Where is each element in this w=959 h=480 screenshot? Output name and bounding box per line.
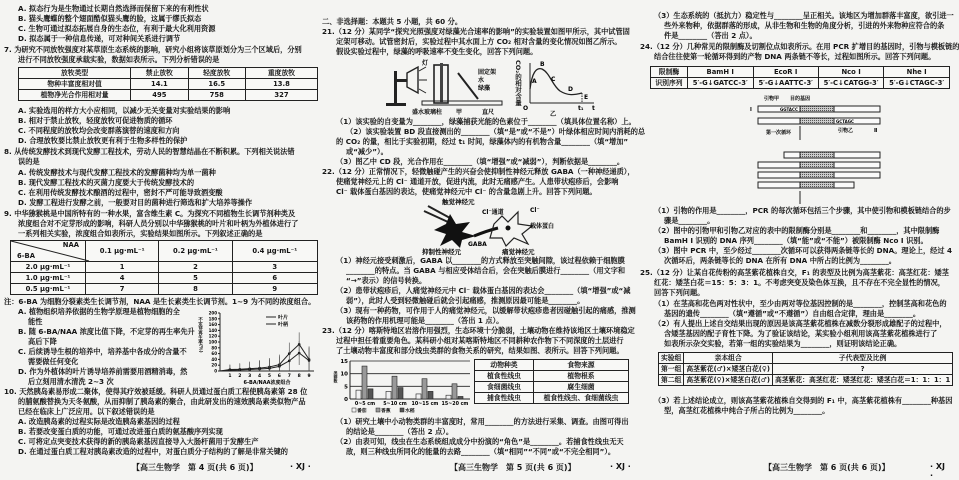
text-line: （3）现有一种药物，可作用于人的痛觉神经元，以缓解带状疱疹患者因碰触引起的痛感，推测 <box>336 306 636 315</box>
exam-page-5 <box>322 0 646 476</box>
table-cell: 495 <box>131 90 188 101</box>
table-row <box>11 262 318 273</box>
legend-label: 番茄 <box>357 409 367 414</box>
gaba-label: GABA <box>468 241 487 248</box>
table-cell: 7 <box>86 284 159 295</box>
soil-animal-richness-bar-chart <box>333 357 472 415</box>
question-stem-line: 使痛觉神经元上的 Cl⁻ 通道开放，促进内流，此时无痛感产生。人患带状疱疹后，会影响 <box>336 177 619 186</box>
question-22-subquestions <box>322 256 636 326</box>
y-axis-label: 类群数 <box>333 371 339 383</box>
y-tick-label: 180 <box>208 316 217 322</box>
table-cell: 第二组 <box>659 375 684 386</box>
table-cell: 5′-G↓AATTC-3′ <box>753 78 818 89</box>
question-stem-line: 23.（12 分）喀斯特地区岩溶作用强烈，生态环境十分脆弱，土壤动物在维持该地区土壤环境稳定 <box>322 326 635 335</box>
strand-2-label: Ⅱ <box>874 128 878 134</box>
text-line: （3）图中 PCR 中，至少经过________次循环可以获得两条链等长的 DNA。理论上，经过 4 <box>654 246 953 255</box>
page-footer: 【高三生物学 第 4 页(共 6 页)】 <box>132 463 258 472</box>
question-25-subquestions <box>640 299 950 349</box>
x-tick-label: 5~10 cm <box>383 402 407 407</box>
text-line: 含矮茎基因的配子育性下降。为了验证该结论，某实验小组利用该高茎紫花植株进行了 <box>664 329 938 338</box>
question-23-continued <box>640 11 954 41</box>
text-line: （1）引物的作用是________，PCR 的每次循环包括三个步骤，其中使引物和模板链结合的步 <box>654 206 951 215</box>
text-line: （2）由表可知，线虫在生态系统组成成分中扮演的“角色”是________。若捕食性线虫无天 <box>336 437 624 446</box>
text-line: C. 生物可通过拟态拓展自身的生态位，有利于最大化利用资源 <box>18 24 216 33</box>
page-footer-code: · XJ · <box>290 462 311 471</box>
question-stem-line: 定架可移动。试管密封后，实验过程中其水面上方 CO₂ 相对含量的变化情况如图乙所示。 <box>336 37 622 46</box>
column-header: 亲本组合 <box>684 353 773 364</box>
neuron-synapse-figure <box>418 196 568 256</box>
text-line: B. 现代发酵工程技术的灭菌力度要大于传统发酵技术的 <box>18 178 195 187</box>
question-stem-line: 的脯氨酸替换为天冬氨酸，从而抑制了胰岛素的聚合，由此研发出的速效胰岛素类似物产品 <box>18 397 306 406</box>
text-line: A. 改造胰岛素的过程实际是改造胰岛素基因的过程 <box>18 417 180 426</box>
question-7-stem <box>4 45 318 65</box>
x-tick-label: 6 <box>277 374 281 379</box>
x-tick-label: 3 <box>248 374 252 379</box>
point-c-label: C <box>551 76 556 83</box>
table-cell: 5′-G↓CTAGC-3′ <box>884 78 950 89</box>
touch-neuron-label: 触觉神经元 <box>442 198 475 206</box>
data-table <box>650 66 950 89</box>
text-line: （2）有人提出上述自交结果出现的原因是该高茎紫花植株在减数分裂形成雄配子的过程中， <box>654 319 947 328</box>
text-line: 基因的遗传________（填“遵循”或“不遵循”）自由组合定律，理由是________。 <box>664 309 921 318</box>
question-stem-line: 浓度组合对不定芽形成的影响，科研人员分别以中华猕猴桃的叶片和叶柄为外植体进行了 <box>18 219 299 228</box>
text-line: D. 在通过蛋白质工程对胰岛素改造的过程中，对蛋白质分子结构的了解是非常关键的 <box>18 447 288 456</box>
text-line: C. 可将定点突变技术获得的新的胰岛素基因直接导入大肠杆菌用于发酵生产 <box>18 437 259 446</box>
legend-label: 水稻 <box>405 409 415 414</box>
table-cell: 1 <box>86 262 159 273</box>
cl-ion-label: Cl⁻ <box>530 207 540 214</box>
y-tick-label: 40 <box>211 356 217 362</box>
bar <box>356 390 361 399</box>
text-line: A. 传统发酵技术与现代发酵工程技术的发酵菌种均为单一菌种 <box>18 168 216 177</box>
table-row <box>11 284 318 295</box>
table-row <box>475 371 629 382</box>
text-line: （1）该实验的自变量为________，绿藻捕获光能的色素位于________（填具体位置名称）上。 <box>336 117 636 126</box>
column-header: BamH Ⅰ <box>687 67 753 78</box>
question-24-table <box>650 66 950 89</box>
column-header: 0.1 μg·mL⁻¹ <box>86 241 159 262</box>
table-row <box>11 273 318 284</box>
data-table <box>10 240 318 295</box>
table-cell: 1.0 μg·mL⁻¹ <box>11 273 86 284</box>
question-stem-line: 误的是 <box>18 157 40 166</box>
y-tick-label: 200 <box>208 310 217 316</box>
text-line: （2）图中的引物甲和引物乙对应的表中的限制酶分别是________和________，其中限制酶 <box>654 226 940 235</box>
section-heading: 二、非选择题：本题共 5 小题，共 60 分。 <box>322 17 463 26</box>
holder-label: 固定架 <box>478 69 497 76</box>
question-stem-line: 7. 为研究不同放牧强度对某草原生态系统的影响，研究小组将该草原划分为三个区域后，分别 <box>4 45 302 54</box>
corner-left-label: 6-BA <box>17 252 35 260</box>
bar <box>362 366 367 399</box>
text-line: 些外来物种，依据群落的形成，从非生物和生物的角度分析，引进的外来物种应符合的条 <box>664 21 945 30</box>
question-7-table <box>18 67 318 101</box>
page-footer: 【高三生物学 第 5 页(共 6 页)】 <box>450 463 576 472</box>
table-cell: 高茎紫花(♂)×矮茎白花(♀) <box>684 364 773 375</box>
bar <box>386 391 391 399</box>
text-line: 弱”），此时人受到轻微触碰后就会引起痛感，推测原因最可能是________。 <box>346 296 585 305</box>
table-cell: 物种丰富度相对值 <box>19 79 131 90</box>
text-line: C. 不同程度的放牧均会改变群落演替的速度和方向 <box>18 126 180 135</box>
text-line: B. 若要改变蛋白质的功能，可通过改进蛋白质的氨基酸序列实现 <box>18 427 223 436</box>
y-tick-label: 140 <box>208 327 217 333</box>
table-cell: 3 <box>232 262 317 273</box>
t1-label: t₁ <box>578 105 584 112</box>
bar <box>416 394 421 399</box>
bar <box>392 376 397 399</box>
text-line: 后立刻用清水清洗 2~3 次 <box>28 377 114 386</box>
first-cycle-label: 第一次循环 <box>766 130 792 136</box>
question-10-stem <box>4 387 318 417</box>
question-8-stem <box>4 147 318 167</box>
lamp-label: 灯 <box>422 60 429 67</box>
ruler-label: 直尺 <box>482 109 495 116</box>
text-line: 该药物的作用机理可能是________（答出 1 点）。 <box>346 316 504 325</box>
bar <box>368 389 373 399</box>
table-cell: 高茎紫花(♀)×矮茎白花(♂) <box>684 375 773 386</box>
table-cell: 识别序列 <box>651 78 688 89</box>
question-25-table <box>658 352 950 386</box>
text-line: 件是________（答出 2 点）。 <box>664 31 757 40</box>
text-line: （2）患带状疱疹后，人痛觉神经元中 Cl⁻ 载体蛋白基因的表达会________（填“增强”或“减 <box>336 286 631 295</box>
table-row <box>19 79 318 90</box>
legend-swatch <box>400 408 404 412</box>
column-header: 食物来源 <box>534 360 629 371</box>
column-header: Nhe Ⅰ <box>884 67 950 78</box>
x-axis-label: 6-BA/NAA浓度组合 <box>243 380 291 386</box>
series-line-1 <box>220 353 309 371</box>
text-line: A. 拟态行为是生物通过长期自然选择而保留下来的有利性状 <box>18 4 209 13</box>
question-24-stem <box>640 42 959 62</box>
co2-content-curve-figure <box>516 59 602 117</box>
question-stem-line: 25.（12 分）让某自花传粉的高茎紫花植株自交，F₁ 的表型及比例为高茎紫花：高茎红花：矮茎 <box>640 268 949 277</box>
text-line: D. 合理放牧要比禁止放牧更有利于生物多样性的保护 <box>18 136 188 145</box>
table-row <box>475 393 629 404</box>
text-line: （3）若上述结论成立，则该高茎紫花植株自交得到的 F₁ 中，高茎紫花植株有________种基因 <box>654 396 953 405</box>
target-gene-label: 目的基因 <box>790 96 811 102</box>
bar <box>422 379 427 399</box>
text-line: A. 实验选用的样方大小应相同，以减少无关变量对实验结果的影响 <box>18 106 231 115</box>
legend-label: 叶柄 <box>278 322 289 328</box>
column-header: 0.2 μg·mL⁻¹ <box>159 241 232 262</box>
question-10-options <box>4 417 318 457</box>
question-stem-line: 24.（12 分）几种常见的限制酶及切割位点如表所示。在用 PCR 扩增目的基因时，引物与模板链的 <box>640 42 959 51</box>
carrier-protein-label: 载体蛋白 <box>530 223 555 230</box>
text-line: D. 拟态属于一种信息传递，可对种间关系进行调节 <box>18 34 181 43</box>
point-e-label: E <box>584 94 589 101</box>
strand-1-label: Ⅰ <box>750 107 752 113</box>
column-header: EcoR Ⅰ <box>753 67 818 78</box>
x-tick-label: 7 <box>287 374 291 379</box>
page-footer: 【高三生物学 第 6 页(共 6 页)】 <box>764 463 890 472</box>
t-axis-label: t <box>592 105 595 112</box>
table-cell: 327 <box>245 90 317 101</box>
table-header-row <box>651 67 950 78</box>
text-line: ________的特点。当 GABA 与相应受体结合后，会在突触后膜进行________（用文字和 <box>346 266 626 275</box>
question-stem-line: 了土壤动物丰富度和部分线虫类群的食物关系的研究，结果如图、表所示。回答下列问题。 <box>336 346 624 355</box>
table-cell: 0.5 μg·mL⁻¹ <box>11 284 86 295</box>
text-line: 如表所示杂交实验，若第一组的实验结果为________，则证明该结论正确。 <box>664 339 902 348</box>
column-header: 限制酶 <box>651 67 688 78</box>
text-line: 骤是________。 <box>664 216 715 225</box>
text-line: （1）在茎高和花色两对性状中，至少由两对等位基因控制的是________，控制茎高和花色的 <box>654 299 947 308</box>
y-tick-label: 20 <box>211 362 217 368</box>
y-tick-label: 15 <box>340 359 348 365</box>
table-cell: 植物净光合作用相对量 <box>19 90 131 101</box>
table-header-row <box>19 68 318 79</box>
text-line: （3）生态系统的（抵抗力）稳定性与________呈正相关。该地区为增加群落丰富度，欲引进一 <box>654 11 954 20</box>
bar <box>398 388 403 399</box>
table-cell: 5 <box>159 273 232 284</box>
point-d-label: D <box>568 86 573 93</box>
question-stem-line: Cl⁻ 载体蛋白基因的表达，使痛觉神经元中 Cl⁻ 的含量急剧上升。回答下列问题。 <box>336 187 597 196</box>
question-stem-line: 过程中担任着重要角色。某科研小组对某喀斯特地区不同耕种农作物下不同深度的土层进行 <box>336 336 624 345</box>
table-cell: 高茎紫花：高茎红花：矮茎红花：矮茎白花＝1：1：1：1 <box>772 375 952 386</box>
bar <box>458 396 463 399</box>
photosynthesis-apparatus-figure <box>378 59 510 116</box>
question-7-options <box>4 106 318 146</box>
bar <box>452 384 457 399</box>
legend-swatch <box>352 408 356 412</box>
data-table <box>474 359 629 404</box>
text-line: 或“减少”）。 <box>346 147 388 156</box>
table-cell: 14.1 <box>131 79 188 90</box>
question-stem-line: 结合往往使第一轮循环得到的产物 DNA 两条链不等长，过程如图所示。回答下列问题。 <box>654 52 936 61</box>
data-table <box>658 352 953 386</box>
table-cell: 捕食性线虫 <box>475 393 534 404</box>
pcr-process-diagram <box>740 94 880 206</box>
question-23-stem <box>322 326 636 356</box>
column-header: 禁止放牧 <box>131 68 188 79</box>
question-stem-line: 假设实验过程中，绿藻的呼吸速率不变生变化，回答下列问题。 <box>336 47 538 56</box>
corner-header-cell <box>11 241 86 262</box>
text-line: 的结论是________（答出 2 点）。 <box>346 427 454 436</box>
text-line: （3）图乙中 CD 段，光合作用在________（填“增强”或“减弱”），判断依据是________。 <box>336 157 625 166</box>
page-footer-code: · XJ · <box>610 462 631 471</box>
inhibitory-neuron-label: 抑制性神经元 <box>422 248 461 256</box>
question-9-table <box>10 240 318 295</box>
algae-label: 绿藻 <box>478 85 491 92</box>
table-row <box>659 364 953 375</box>
exam-page-4 <box>4 0 318 476</box>
x-tick-label: 4 <box>258 374 262 379</box>
origin-label: O <box>523 105 529 112</box>
text-line: 型，高茎红花植株中纯合子所占的比例为________。 <box>664 406 830 415</box>
co2-axis-label: CO₂的相对含量 <box>514 60 522 106</box>
table-row <box>475 382 629 393</box>
y-tick-label: 0 <box>214 368 217 374</box>
question-stem-line: 22.（12 分）正常情况下，轻微触碰产生的兴奋会使抑制性神经元释放 GABA（一种神经递质）， <box>322 167 635 176</box>
text-line: 的 CO₂ 的量，相比于实验初期，经过 t₁ 时间，绿藻体内的有机物含量________（填“增加” <box>336 137 629 146</box>
water-label: 水 <box>478 77 485 84</box>
question-25-part-3 <box>640 396 953 416</box>
x-tick-label: 10~15 cm <box>411 402 439 407</box>
y-tick-label: 120 <box>208 333 217 339</box>
primer-b-label: 引物乙 <box>838 128 854 134</box>
question-9-note: 注：6-BA 为细胞分裂素类生长调节剂，NAA 是生长素类生长调节剂。1~9 为不同的浓度组合。 <box>4 297 316 306</box>
x-tick-label: 15~20 cm <box>441 402 469 407</box>
bar <box>446 395 451 399</box>
table-cell: 2.0 μg·mL⁻¹ <box>11 262 86 273</box>
question-stem-line: 回答下列问题。 <box>654 288 705 297</box>
column-header: 实验组 <box>659 353 684 364</box>
column-header: 0.4 μg·mL⁻¹ <box>232 241 317 262</box>
text-line: D. 发酵工程进行发酵之前，一般要对目的菌种进行筛选和扩大培养等操作 <box>18 198 253 207</box>
sequence-a-label: GGTACC <box>780 107 798 112</box>
text-line: C. 在利用传统发酵技术酿酒的过程中，密封不严可能导致酒变酸 <box>18 188 223 197</box>
text-line: D. 作为外植体的叶片诱导培养前需要用酒精消毒，然 <box>18 367 188 376</box>
text-line: 需要做任何变化 <box>28 357 79 366</box>
table-cell: 9 <box>232 284 317 295</box>
table-cell: ? <box>772 364 952 375</box>
data-table <box>18 67 318 101</box>
question-22-stem <box>322 167 636 197</box>
column-header: 子代表型及比例 <box>772 353 952 364</box>
text-line: 高后下降 <box>28 337 57 346</box>
y-tick-label: 80 <box>211 345 217 351</box>
table-header-row <box>659 353 953 364</box>
text-line: B. 随 6-BA/NAA 浓度比值下降，不定芽的再生率先升 <box>18 327 195 336</box>
question-21-stem <box>322 27 636 57</box>
caption-a: 甲 <box>456 109 463 116</box>
question-stem-line: 21.（12 分）某同学“探究光照强度对绿藻光合速率的影响”的实验装置如图甲所示，其中试管固 <box>322 27 630 36</box>
x-tick-label: 5 <box>267 374 272 379</box>
bar <box>428 391 433 399</box>
table-row <box>651 78 950 89</box>
legend-label: 香蕉 <box>381 409 391 414</box>
table-cell: 13.8 <box>245 79 317 90</box>
point-a-label: A <box>532 78 537 85</box>
table-cell: 4 <box>86 273 159 284</box>
table-cell: 758 <box>188 90 245 101</box>
question-23-subquestions <box>322 417 636 457</box>
primer-a-label: 引物甲 <box>764 96 780 102</box>
y-tick-label: 100 <box>208 339 217 345</box>
text-line: 能性 <box>28 317 43 326</box>
legend-swatch <box>376 408 380 412</box>
series-line-0 <box>220 344 309 371</box>
x-tick-label: 9 <box>307 374 311 379</box>
question-stem-line: 一系列相关实验，浓度组合如表所示，实验结果如图所示。下列叙述正确的是 <box>18 229 263 238</box>
y-tick-label: 160 <box>208 322 217 328</box>
table-cell: 第一组 <box>659 364 684 375</box>
page-footer-code: · XJ · <box>930 462 945 480</box>
column-header: 动物种类 <box>475 360 534 371</box>
table-cell: 食细菌线虫 <box>475 382 534 393</box>
x-tick-label: 8 <box>297 374 301 379</box>
question-stem-line: 红花：矮茎白花＝15：5：3：1。不考虑突变及染色体互换，且不存在不完全显性的情况， <box>654 278 945 287</box>
column-header: 轻度放牧 <box>188 68 245 79</box>
table-cell: 5′-C↓CATGG-3′ <box>818 78 884 89</box>
text-line: （1）神经元接受刺激后，GABA 以________的方式释放至突触间隙，该过程依赖于细胞膜 <box>336 256 625 265</box>
table-cell: 8 <box>159 284 232 295</box>
corner-top-label: NAA <box>62 241 80 249</box>
table-cell: 6 <box>232 273 317 284</box>
column-header: 放牧类型 <box>19 68 131 79</box>
point-b-label: B <box>540 61 545 68</box>
sequence-b-label: GCTAGC <box>836 119 854 124</box>
text-line: 敌，则三种线虫所同化的能量的去路________（填“相同”“不同”或“不完全相同”）。 <box>346 447 616 456</box>
x-tick-label: 1 <box>228 374 232 379</box>
regeneration-rate-line-chart <box>194 305 318 387</box>
table-cell: 植食性线虫、食细菌线虫 <box>534 393 629 404</box>
question-stem-line: 8. 从传统发酵技术到现代发酵工程技术，劳动人民的智慧结晶在不断积累。下列相关说法错 <box>4 147 295 156</box>
table-cell: 2 <box>159 262 232 273</box>
text-line: BamH Ⅰ 识别的 DNA 序列________（填“能”或“不能”）被限制酶 Nco Ⅰ 识别。 <box>664 236 928 245</box>
table-cell: 植物根系 <box>534 371 629 382</box>
y-tick-label: 5 <box>344 384 348 391</box>
pain-neuron-label: 痛觉神经元 <box>502 248 535 256</box>
question-9-stem <box>4 209 318 239</box>
text-line: B. 相对于禁止放牧，轻度放牧可促进物质的循环 <box>18 116 173 125</box>
x-tick-label: 0~5 cm <box>354 402 376 407</box>
text-line: “→”表示）的信号转换。 <box>346 276 427 285</box>
question-6-options <box>4 4 318 44</box>
table-header-row <box>475 360 629 371</box>
question-stem-line: 9. 中华猕猴桃是中国所特有的一种水果，富含维生素 C。为探究不同植物生长调节剂种类及 <box>4 209 296 218</box>
question-23-table <box>474 359 636 404</box>
text-line: 次循环后，两条链等长的 DNA 在所有 DNA 中所占的比例为________。 <box>664 256 896 265</box>
question-25-stem <box>640 268 950 298</box>
question-stem-line: 已经在临床上广泛应用。以下叙述错误的是 <box>18 407 155 416</box>
x-tick-label: 2 <box>238 374 242 379</box>
y-axis-label: 不定芽再生率(%) <box>197 317 203 353</box>
column-header: 重度放牧 <box>245 68 317 79</box>
question-21-subquestions <box>322 117 646 167</box>
text-line: （2）该实验装置 BD 段直接测出的________（填“是”或“不是”）叶绿体相应时间内消耗的总 <box>346 127 646 136</box>
table-cell: 腐生细菌 <box>534 382 629 393</box>
column-header: Nco Ⅰ <box>818 67 884 78</box>
y-tick-label: 10 <box>340 371 348 378</box>
question-stem-line: 10. 天然胰岛素易形成二聚体，使得其疗效被延缓。科研人员通过蛋白质工程使胰岛素第 28 位 <box>4 387 308 396</box>
table-cell: 植食性线虫 <box>475 371 534 382</box>
caption-b: 乙 <box>550 111 557 118</box>
legend-label: 叶片 <box>278 315 289 321</box>
text-line: （1）研究土壤中小动物类群的丰富度时，常用________的方法进行采集、调查。由图可得出 <box>336 417 629 426</box>
cl-channel-label: Cl⁻通道 <box>482 209 504 216</box>
text-line: C. 后续诱导生根的培养中，培养基中各成分的含量不 <box>18 347 187 356</box>
question-8-options <box>4 168 318 208</box>
question-24-subquestions <box>640 206 953 266</box>
table-row <box>659 375 953 386</box>
text-line: A. 植物组织培养依据的生物学原理是植物细胞的全 <box>18 307 180 316</box>
question-stem-line: 进行不同放牧强度承载实验，数据如表所示。下列分析错误的是 <box>18 55 220 64</box>
table-row <box>19 90 318 101</box>
y-tick-label: 0 <box>344 397 348 403</box>
table-cell: 5′-G↓GATCC-3′ <box>687 78 753 89</box>
table-header-row <box>11 241 318 262</box>
tank-label: 盛水玻璃柱 <box>412 109 443 116</box>
text-line: B. 猫头鹰蝶的整个翅面酷似猫头鹰的脸，这属于缪氏拟态 <box>18 14 202 23</box>
y-tick-label: 60 <box>211 351 217 357</box>
table-cell: 16.5 <box>188 79 245 90</box>
exam-page-6 <box>640 0 959 480</box>
